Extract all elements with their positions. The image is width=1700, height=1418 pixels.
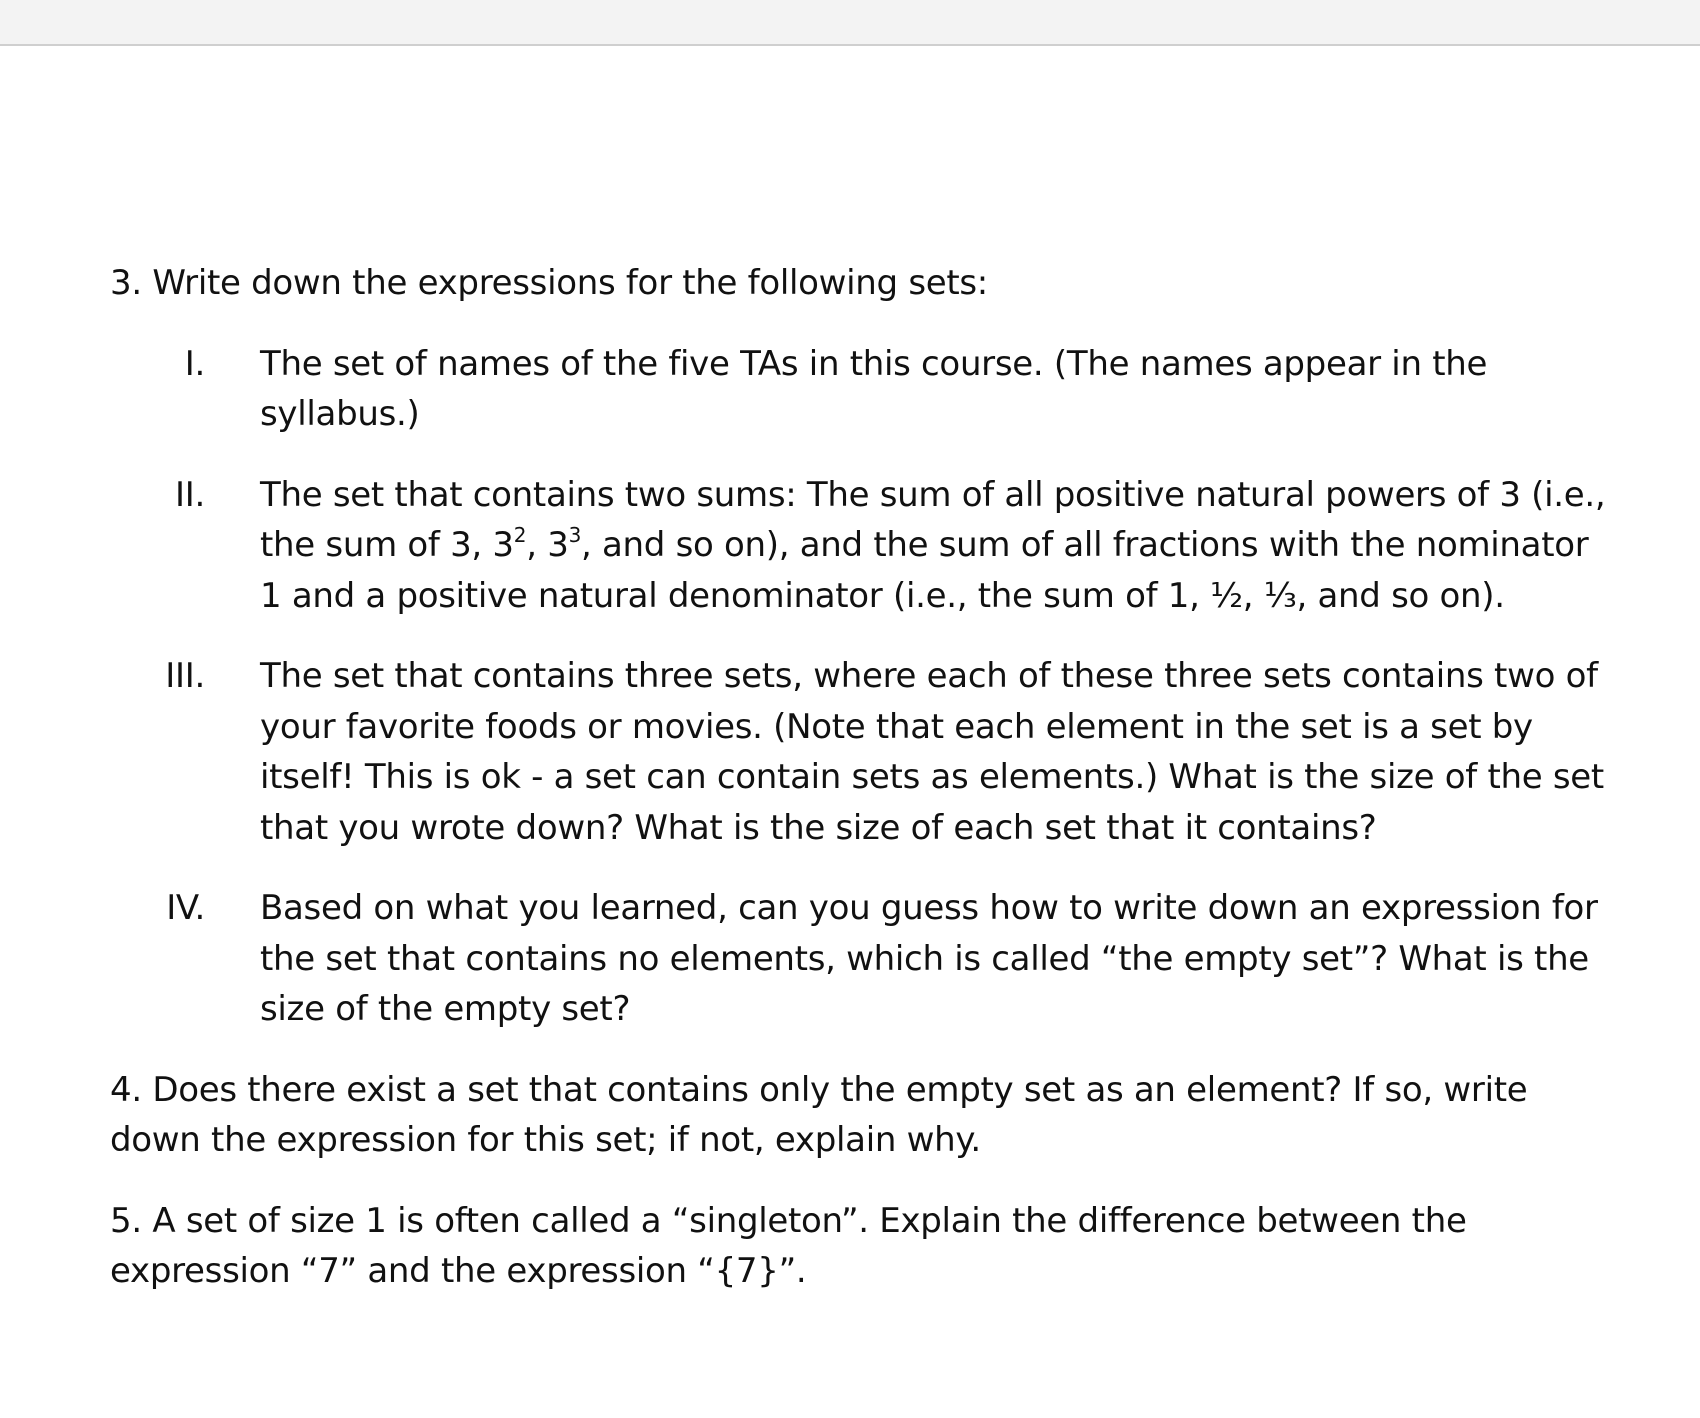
list-item-ii bbox=[110, 470, 1610, 622]
exponent-3: 3 bbox=[568, 523, 581, 547]
list-number-iii: III. bbox=[165, 656, 205, 696]
document-page bbox=[110, 258, 1606, 1297]
question-5: 5. A set of size 1 is often called a “singleton”. Explain the difference between the expression “7” and the expression “{7}”. bbox=[110, 1200, 1467, 1291]
question-3-title: 3. Write down the expressions for the following sets: bbox=[110, 263, 988, 303]
question-4: 4. Does there exist a set that contains only the empty set as an element? If so, write down the expression for this set; if not, explain why. bbox=[110, 1069, 1528, 1160]
list-text-i: The set of names of the five TAs in this course. (The names appear in the syllabus.) bbox=[260, 343, 1488, 434]
list-text-ii-part-b: , 3 bbox=[526, 525, 569, 565]
list-text-iv: Based on what you learned, can you guess how to write down an expression for the set that contains no elements, which is called “the empty set”? What is the size of the empty set? bbox=[260, 888, 1598, 1029]
list-item-iii bbox=[110, 651, 1610, 853]
list-number-ii: II. bbox=[175, 474, 205, 515]
question-3-list bbox=[110, 339, 1606, 1035]
document-top-bar bbox=[0, 0, 1700, 46]
list-text-ii-part-a: The set that contains two sums: The sum of all positive natural powers of 3 (i.e., the sum of 3, 3 bbox=[260, 474, 1606, 565]
list-text-iii: The set that contains three sets, where each of these three sets contains two of your favorite foods or movies. (Note that each element in the set is a set by itself! This is ok - a set can contain sets as elements.) What is the size of the set that you wrote down? What is the size of each set that it contains? bbox=[260, 656, 1604, 848]
list-text-ii-part-c: , and so on), and the sum of all fractions with the nominator 1 and a positive natural denominator (i.e., the sum of 1, ½, ⅓, and so on). bbox=[260, 525, 1589, 616]
list-number-iv: IV. bbox=[166, 888, 205, 928]
list-item-iv bbox=[110, 883, 1610, 1035]
exponent-2: 2 bbox=[513, 523, 527, 547]
list-number-i: I. bbox=[184, 343, 205, 384]
list-item-i bbox=[110, 339, 1610, 440]
